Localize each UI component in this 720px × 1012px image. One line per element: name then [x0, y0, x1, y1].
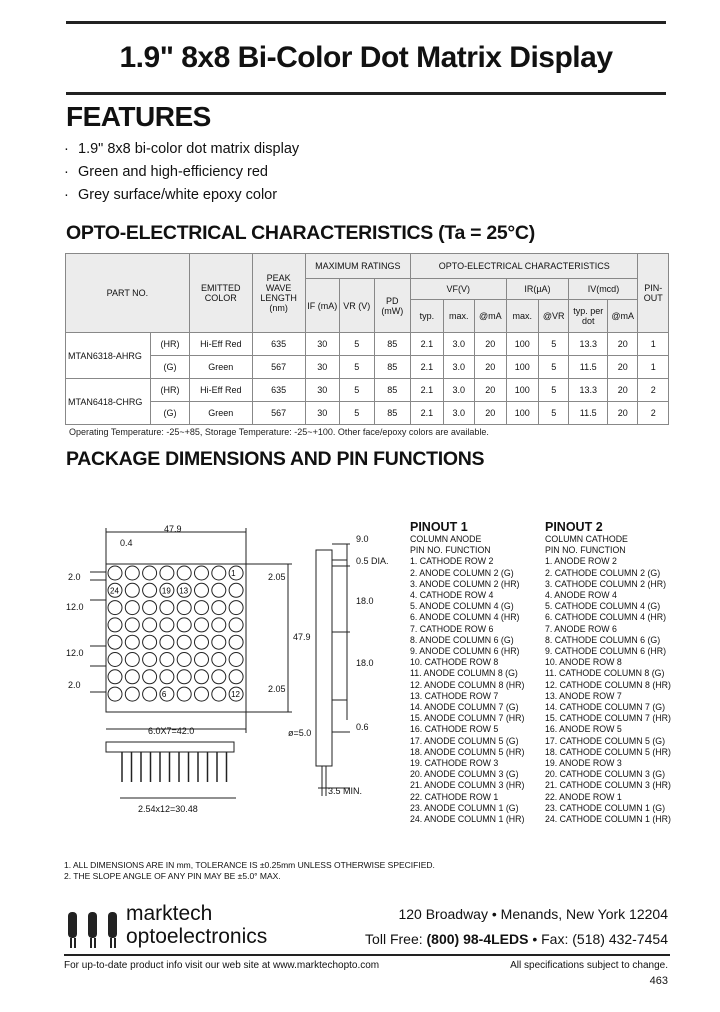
- led-dot: [143, 653, 157, 667]
- dim-left-12a: 12.0: [66, 602, 84, 612]
- led-dot: [195, 601, 209, 615]
- led-dot: [177, 618, 191, 632]
- led-dot: [125, 687, 139, 701]
- led-dot: [195, 687, 209, 701]
- dim-side-9: 9.0: [356, 534, 369, 544]
- led-dot: [212, 583, 226, 597]
- part-number: MTAN6318-AHRG: [66, 333, 151, 379]
- th-vf: VF(V): [411, 279, 506, 300]
- pin-item: 11. CATHODE COLUMN 8 (G): [545, 668, 665, 679]
- pin-item: 2. ANODE COLUMN 2 (G): [410, 567, 514, 578]
- led-dot: [125, 601, 139, 615]
- pin-item: 12. CATHODE COLUMN 8 (HR): [545, 679, 671, 690]
- led-dot-grid: [108, 566, 243, 701]
- pin-item: 20. ANODE COLUMN 3 (G): [410, 769, 519, 780]
- pin-item: 16. CATHODE ROW 5: [410, 724, 499, 735]
- pin-item: 10. CATHODE ROW 8: [410, 657, 499, 668]
- th-iv: IV(mcd): [569, 279, 638, 300]
- pinout-2-list: [545, 556, 671, 825]
- features-heading: FEATURES: [66, 101, 211, 132]
- pin-item: 18. CATHODE COLUMN 5 (HR): [545, 746, 671, 757]
- dot-pin-label: 6: [161, 690, 167, 700]
- pinout-1-title: PINOUT 1: [410, 520, 468, 534]
- led-dot: [177, 601, 191, 615]
- th-opto-char: OPTO-ELECTRICAL CHARACTERISTICS: [411, 254, 638, 279]
- dim-pin-pitch: 2.54x12=30.48: [138, 804, 198, 814]
- dot-pin-label: 13: [179, 586, 189, 596]
- pin-item: 1. CATHODE ROW 2: [410, 556, 494, 567]
- pin-item: 13. ANODE ROW 7: [545, 690, 622, 701]
- pin-item: 18. ANODE COLUMN 5 (HR): [410, 746, 525, 757]
- package-heading: PACKAGE DIMENSIONS AND PIN FUNCTIONS: [66, 448, 485, 470]
- led-dot: [177, 635, 191, 649]
- led-dot: [143, 670, 157, 684]
- dim-left-12b: 12.0: [66, 648, 84, 658]
- pin-item: 5. CATHODE COLUMN 4 (G): [545, 601, 661, 612]
- led-dot: [160, 601, 174, 615]
- led-dot: [125, 653, 139, 667]
- led-dot: [125, 635, 139, 649]
- led-dot: [160, 635, 174, 649]
- spec-table: [65, 253, 669, 425]
- pin-item: 3. CATHODE COLUMN 2 (HR): [545, 578, 667, 589]
- pin-item: 11. ANODE COLUMN 8 (G): [410, 668, 518, 679]
- led-dot: [212, 601, 226, 615]
- features-list: [64, 138, 299, 207]
- th-emitted-color: EMITTED COLOR: [189, 254, 252, 333]
- dot-pin-label: 12: [231, 690, 241, 700]
- th-peak-wave: PEAK WAVE LENGTH (nm): [252, 254, 305, 333]
- led-dot: [160, 618, 174, 632]
- th-pin-out: PIN-OUT: [638, 254, 669, 333]
- pin-item: 7. CATHODE ROW 6: [410, 623, 494, 634]
- dim-side-06: 0.6: [356, 722, 369, 732]
- pin-item: 14. ANODE COLUMN 7 (G): [410, 702, 519, 713]
- package-diagram: [60, 520, 405, 820]
- web-note: For up-to-date product info visit our web site at www.marktechopto.com: [64, 960, 380, 971]
- led-dot: [195, 583, 209, 597]
- feature-item: · 1.9" 8x8 bi-color dot matrix display: [64, 141, 300, 157]
- part-number: MTAN6418-CHRG: [66, 379, 151, 425]
- feature-item: · Green and high-efficiency red: [64, 164, 268, 180]
- pin-item: 21. CATHODE COLUMN 3 (HR): [545, 780, 671, 791]
- contact-line: [365, 931, 668, 947]
- th-pd: PD (mW): [374, 279, 411, 333]
- note-2: 2. THE SLOPE ANGLE OF ANY PIN MAY BE ±5.0° MAX.: [64, 871, 281, 881]
- led-dot: [143, 583, 157, 597]
- pinout-2-cols: PIN NO. FUNCTION: [545, 545, 626, 556]
- pinout-1-list: [410, 556, 524, 825]
- dim-pitch-top: 0.4: [120, 538, 133, 548]
- pin-item: 9. ANODE COLUMN 6 (HR): [410, 646, 520, 657]
- pin-item: 22. ANODE ROW 1: [545, 791, 622, 802]
- pin-item: 10. ANODE ROW 8: [545, 657, 622, 668]
- led-dot: [195, 653, 209, 667]
- pin-item: 14. CATHODE COLUMN 7 (G): [545, 702, 666, 713]
- led-dot: [143, 601, 157, 615]
- pinout-2: [545, 520, 671, 825]
- dim-side-35: 3.5 MIN.: [328, 786, 363, 796]
- pin-leads: [122, 752, 227, 782]
- led-dot: [195, 635, 209, 649]
- led-dot: [177, 670, 191, 684]
- led-dot: [212, 566, 226, 580]
- led-dot: [125, 618, 139, 632]
- pin-item: 15. CATHODE COLUMN 7 (HR): [545, 713, 671, 724]
- th-vf-at: @mA: [475, 300, 506, 333]
- led-dot: [212, 687, 226, 701]
- pin-item: 17. CATHODE COLUMN 5 (G): [545, 735, 666, 746]
- led-dot: [229, 583, 243, 597]
- pin-item: 4. ANODE ROW 4: [545, 590, 617, 601]
- pin-item: 6. CATHODE COLUMN 4 (HR): [545, 612, 667, 623]
- fax-number: • Fax: (518) 432-7454: [532, 931, 668, 947]
- pinout-2-sub: COLUMN CATHODE: [545, 534, 628, 544]
- led-dot: [108, 653, 122, 667]
- dim-side-dia: 0.5 DIA.: [356, 556, 389, 566]
- pinout-1-sub: COLUMN ANODE: [410, 534, 482, 544]
- led-dot: [160, 670, 174, 684]
- table-row: MTAN6418-CHRG (HR) Hi-Eff Red 635 30 5 85 2.1 3.0 20 100 5 13.3 20 2: [66, 379, 669, 402]
- note-1: 1. ALL DIMENSIONS ARE IN mm, TOLERANCE IS ±0.25mm UNLESS OTHERWISE SPECIFIED.: [64, 860, 435, 870]
- pinout-2-title: PINOUT 2: [545, 520, 603, 534]
- led-dot: [229, 601, 243, 615]
- led-dot: [177, 653, 191, 667]
- led-dot: [108, 687, 122, 701]
- led-dot: [143, 635, 157, 649]
- pin-item: 1. ANODE ROW 2: [545, 556, 617, 567]
- dot-pin-label: 1: [231, 569, 236, 578]
- pin-item: 19. CATHODE ROW 3: [410, 758, 499, 769]
- led-dot: [108, 635, 122, 649]
- pinout-1-cols: PIN NO. FUNCTION: [410, 545, 491, 556]
- pin-item: 2. CATHODE COLUMN 2 (G): [545, 567, 661, 578]
- th-vr: VR (V): [340, 279, 375, 333]
- pin-item: 13. CATHODE ROW 7: [410, 690, 499, 701]
- dim-dot-dia: ø=5.0: [288, 728, 312, 738]
- led-dot: [177, 566, 191, 580]
- pinout-1: [410, 520, 524, 825]
- table-row: MTAN6318-AHRG (HR) Hi-Eff Red 635 30 5 85 2.1 3.0 20 100 5 13.3 20 1: [66, 333, 669, 356]
- table-row: (G) Green 567 30 5 85 2.1 3.0 20 100 5 11.5 20 1: [66, 356, 669, 379]
- th-ir-at: @VR: [538, 300, 568, 333]
- th-iv-typ: typ. per dot: [569, 300, 608, 333]
- table-row: (G) Green 567 30 5 85 2.1 3.0 20 100 5 11.5 20 2: [66, 402, 669, 425]
- pin-item: 23. CATHODE COLUMN 1 (G): [545, 802, 666, 813]
- th-max-ratings: MAXIMUM RATINGS: [305, 254, 411, 279]
- th-ir-max: max.: [506, 300, 538, 333]
- led-dot: [212, 670, 226, 684]
- disclaimer: All specifications subject to change.: [510, 960, 668, 971]
- led-dot: [229, 670, 243, 684]
- led-logo-icon: [64, 906, 124, 950]
- dot-pin-label: 24: [110, 586, 119, 596]
- company-name-1: marktech: [126, 902, 213, 925]
- led-dot: [143, 566, 157, 580]
- led-dot: [229, 653, 243, 667]
- led-dot: [108, 670, 122, 684]
- opto-heading: OPTO-ELECTRICAL CHARACTERISTICS (Ta = 25°C): [66, 222, 535, 244]
- dim-bottom-pitch: 6.0X7=42.0: [148, 726, 195, 736]
- toll-free-number: (800) 98-4LEDS: [426, 931, 529, 947]
- led-dot: [160, 566, 174, 580]
- led-dot: [212, 635, 226, 649]
- pin-item: 21. ANODE COLUMN 3 (HR): [410, 780, 525, 791]
- dim-width: 47.9: [164, 524, 182, 534]
- led-dot: [195, 566, 209, 580]
- pin-item: 3. ANODE COLUMN 2 (HR): [410, 578, 520, 589]
- operating-note: Operating Temperature: -25~+85, Storage Temperature: -25~+100. Other face/epoxy colors are available.: [69, 427, 489, 437]
- led-dot: [160, 653, 174, 667]
- th-part-no: PART NO.: [66, 254, 190, 333]
- dim-right-205a: 2.05: [268, 572, 286, 582]
- led-dot: [177, 687, 191, 701]
- pin-item: 24. CATHODE COLUMN 1 (HR): [545, 814, 671, 825]
- led-dot: [212, 653, 226, 667]
- dimension-notes: [64, 860, 435, 882]
- th-vf-max: max.: [443, 300, 474, 333]
- pin-item: 23. ANODE COLUMN 1 (G): [410, 802, 519, 813]
- led-dot: [195, 670, 209, 684]
- led-dot: [229, 618, 243, 632]
- dim-side-18a: 18.0: [356, 596, 374, 606]
- pin-item: 4. CATHODE ROW 4: [410, 590, 494, 601]
- pin-item: 19. ANODE ROW 3: [545, 758, 622, 769]
- pin-item: 24. ANODE COLUMN 1 (HR): [410, 814, 525, 825]
- feature-item: · Grey surface/white epoxy color: [64, 187, 278, 203]
- led-dot: [229, 635, 243, 649]
- pin-item: 9. CATHODE COLUMN 6 (HR): [545, 646, 667, 657]
- led-dot: [125, 670, 139, 684]
- dim-left-2a: 2.0: [68, 572, 81, 582]
- led-dot: [195, 618, 209, 632]
- led-dot: [108, 618, 122, 632]
- led-dot: [212, 618, 226, 632]
- page-number: 463: [649, 975, 668, 987]
- toll-free-label: Toll Free:: [365, 931, 423, 947]
- title-banner: [66, 21, 666, 95]
- pin-item: 8. CATHODE COLUMN 6 (G): [545, 634, 661, 645]
- dim-right-205b: 2.05: [268, 684, 286, 694]
- pin-item: 12. ANODE COLUMN 8 (HR): [410, 679, 525, 690]
- pin-item: 7. ANODE ROW 6: [545, 623, 617, 634]
- th-vf-typ: typ.: [411, 300, 443, 333]
- led-dot: [108, 601, 122, 615]
- footer-divider: [64, 954, 670, 956]
- pin-item: 5. ANODE COLUMN 4 (G): [410, 601, 514, 612]
- dim-left-2b: 2.0: [68, 680, 81, 690]
- pin-item: 22. CATHODE ROW 1: [410, 791, 499, 802]
- led-dot: [143, 618, 157, 632]
- pin-item: 8. ANODE COLUMN 6 (G): [410, 634, 514, 645]
- led-dot: [125, 583, 139, 597]
- th-iv-at: @mA: [608, 300, 638, 333]
- pin-item: 6. ANODE COLUMN 4 (HR): [410, 612, 520, 623]
- company-name-2: optoelectronics: [126, 925, 268, 948]
- company-address: 120 Broadway • Menands, New York 12204: [398, 906, 668, 922]
- dim-side-18b: 18.0: [356, 658, 374, 668]
- led-dot: [108, 566, 122, 580]
- th-ir: IR(µA): [506, 279, 569, 300]
- pin-item: 15. ANODE COLUMN 7 (HR): [410, 713, 525, 724]
- pin-item: 16. ANODE ROW 5: [545, 724, 622, 735]
- pin-item: 20. CATHODE COLUMN 3 (G): [545, 769, 666, 780]
- th-if: IF (mA): [305, 279, 340, 333]
- led-dot: [125, 566, 139, 580]
- page-title: 1.9" 8x8 Bi-Color Dot Matrix Display: [119, 41, 613, 74]
- led-dot: [143, 687, 157, 701]
- pin-item: 17. ANODE COLUMN 5 (G): [410, 735, 519, 746]
- dot-pin-label: 19: [161, 586, 171, 596]
- dim-height: 47.9: [293, 632, 311, 642]
